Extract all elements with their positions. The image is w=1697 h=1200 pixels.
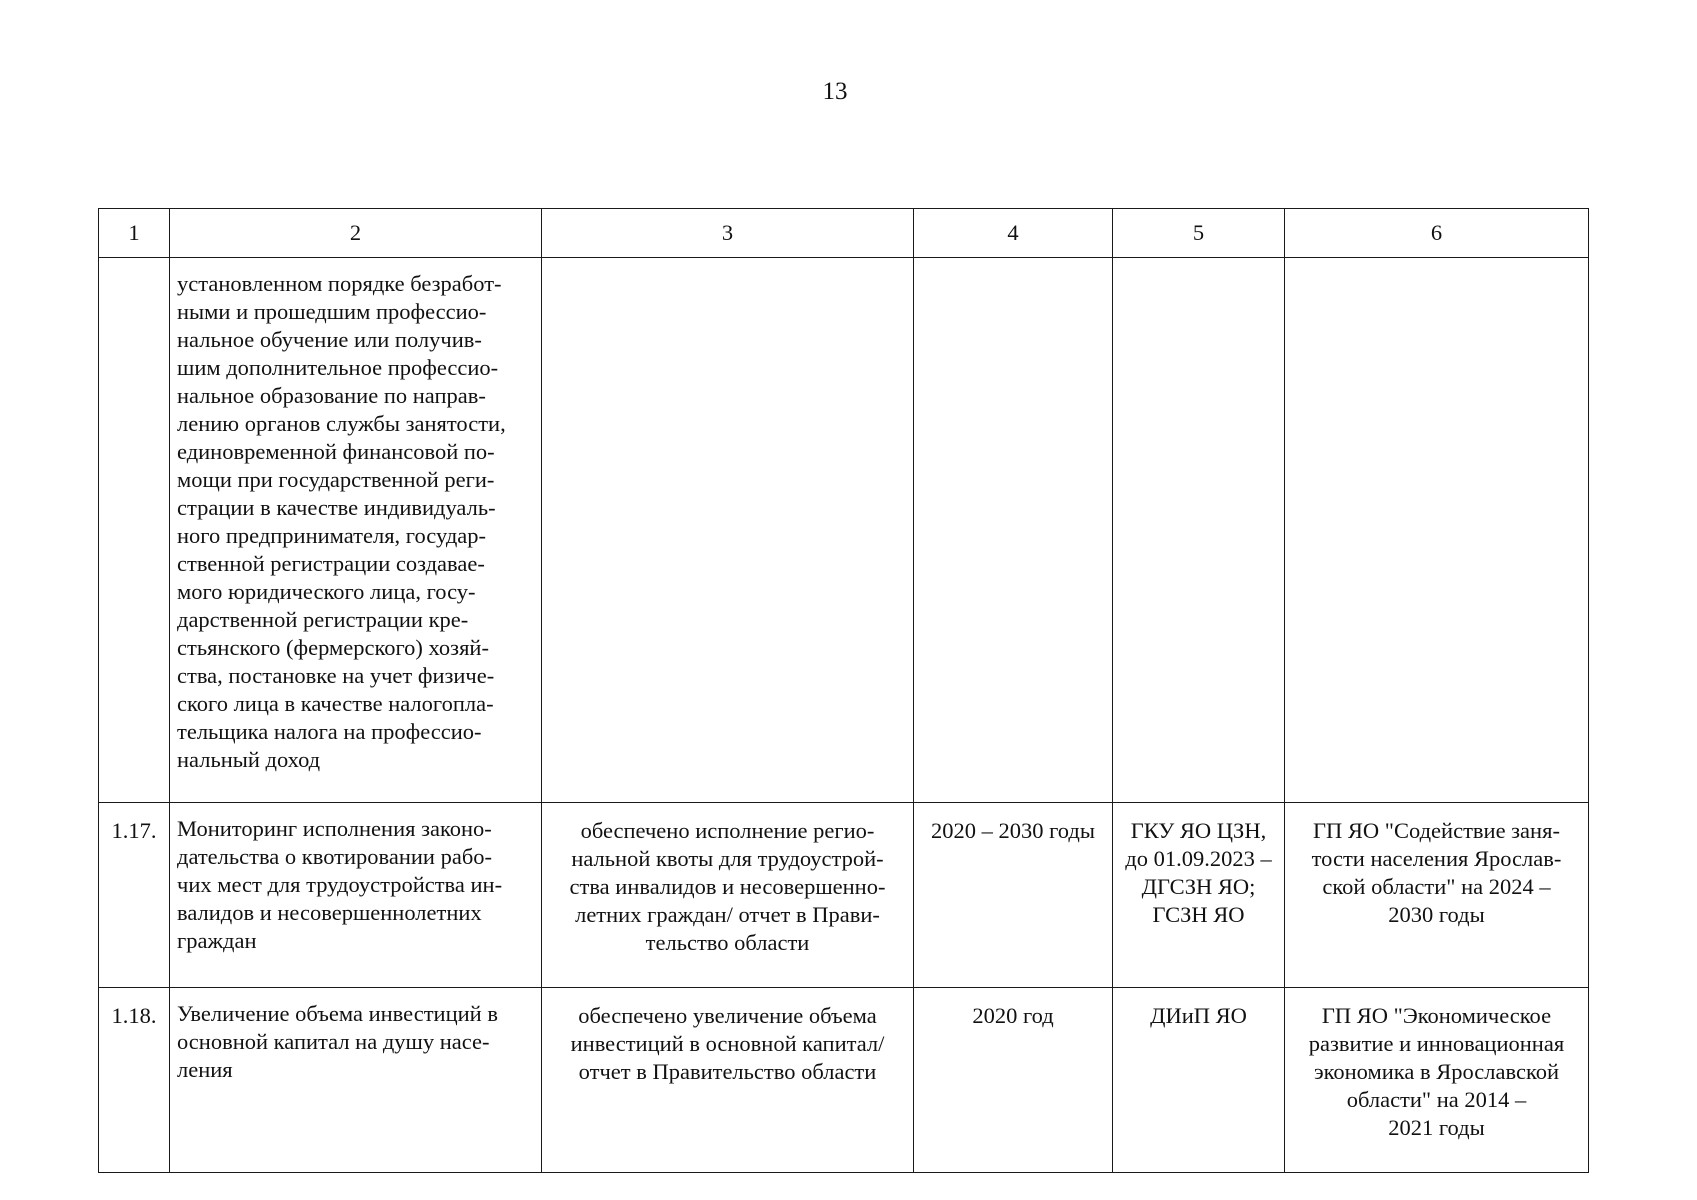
header-col-6: 6 (1285, 209, 1589, 258)
text-line: до 01.09.2023 – (1125, 846, 1272, 871)
text-line: летних граждан/ отчет в Прави- (575, 902, 880, 927)
text-line: ства инвалидов и несовершенно- (569, 874, 886, 899)
text-line: 2021 годы (1388, 1115, 1485, 1140)
text-line: основной капитал на душу насе- (177, 1029, 490, 1054)
text-line: граждан (177, 928, 257, 953)
text-line: 2020 – 2030 годы (931, 818, 1095, 843)
text-line: страции в качестве индивидуаль- (177, 495, 496, 520)
text-line: Увеличение объема инвестиций в (177, 1001, 498, 1026)
text-line: стьянского (фермерского) хозяй- (177, 635, 489, 660)
text-line: ДГСЗН ЯО; (1141, 874, 1256, 899)
expected-result (542, 258, 914, 803)
header-col-3: 3 (542, 209, 914, 258)
header-col-5: 5 (1113, 209, 1285, 258)
text-line: развитие и инновационная (1308, 1031, 1565, 1056)
text-line: ской области" на 2024 – (1322, 874, 1551, 899)
text-line: ства, постановке на учет физиче- (177, 663, 495, 688)
text-line: экономика в Ярославской (1313, 1059, 1560, 1084)
text-line: ГП ЯО "Экономическое (1321, 1003, 1552, 1028)
header-row (99, 209, 1589, 258)
row-number: 1.17. (99, 803, 170, 988)
text-line: шим дополнительное профессио- (177, 355, 499, 380)
header-col-1: 1 (99, 209, 170, 258)
text-line: Мониторинг исполнения законо- (177, 816, 492, 841)
text-line: тости населения Ярослав- (1311, 846, 1562, 871)
implementation-period (914, 803, 1113, 988)
measure-description (170, 803, 542, 988)
text-line: валидов и несовершеннолетних (177, 900, 482, 925)
text-line: ления (177, 1057, 233, 1082)
text-line: нальный доход (177, 747, 321, 772)
text-line: ственной регистрации создавае- (177, 551, 485, 576)
text-line: нальной квоты для трудоустрой- (571, 846, 884, 871)
text-line: отчет в Правительство области (578, 1059, 877, 1084)
expected-result (542, 803, 914, 988)
text-line: ными и прошедшим профессио- (177, 299, 487, 324)
text-line: дарственной регистрации кре- (177, 607, 469, 632)
text-line: обеспечено исполнение регио- (580, 818, 875, 843)
text-line: мого юридического лица, госу- (177, 579, 476, 604)
text-line: мощи при государственной реги- (177, 467, 495, 492)
text-line: ГКУ ЯО ЦЗН, (1130, 818, 1267, 843)
text-line: ского лица в качестве налогопла- (177, 691, 494, 716)
text-line: обеспечено увеличение объема (578, 1003, 877, 1028)
text-line: единовременной финансовой по- (177, 439, 495, 464)
measures-table (98, 208, 1589, 1173)
state-program (1285, 803, 1589, 988)
text-line: ного предпринимателя, государ- (177, 523, 486, 548)
expected-result (542, 988, 914, 1173)
responsible-executor (1113, 988, 1285, 1173)
text-line: ДИиП ЯО (1150, 1003, 1247, 1028)
header-col-4: 4 (914, 209, 1113, 258)
implementation-period (914, 258, 1113, 803)
text-line: 2030 годы (1388, 902, 1485, 927)
text-line: лению органов службы занятости, (177, 411, 506, 436)
row-number: 1.18. (99, 988, 170, 1173)
header-col-2: 2 (170, 209, 542, 258)
implementation-period (914, 988, 1113, 1173)
text-line: дательства о квотировании рабо- (177, 844, 493, 869)
text-line: чих мест для трудоустройства ин- (177, 872, 503, 897)
table-row (99, 988, 1589, 1173)
state-program (1285, 258, 1589, 803)
measure-description (170, 258, 542, 803)
measure-description (170, 988, 542, 1173)
text-line: нальное образование по направ- (177, 383, 486, 408)
text-line: тельщика налога на профессио- (177, 719, 482, 744)
text-line: области" на 2014 – (1346, 1087, 1527, 1112)
text-line: инвестиций в основной капитал/ (570, 1031, 885, 1056)
responsible-executor (1113, 258, 1285, 803)
table-row (99, 803, 1589, 988)
responsible-executor (1113, 803, 1285, 988)
state-program (1285, 988, 1589, 1173)
text-line: ГСЗН ЯО (1152, 902, 1245, 927)
page-number: 13 (822, 78, 848, 105)
text-line: 2020 год (972, 1003, 1054, 1028)
text-line: нальное обучение или получив- (177, 327, 482, 352)
text-line: ГП ЯО "Содействие заня- (1313, 818, 1560, 843)
text-line: установленном порядке безработ- (177, 271, 502, 296)
row-number (99, 258, 170, 803)
table-row (99, 258, 1589, 803)
text-line: тельство области (645, 930, 810, 955)
